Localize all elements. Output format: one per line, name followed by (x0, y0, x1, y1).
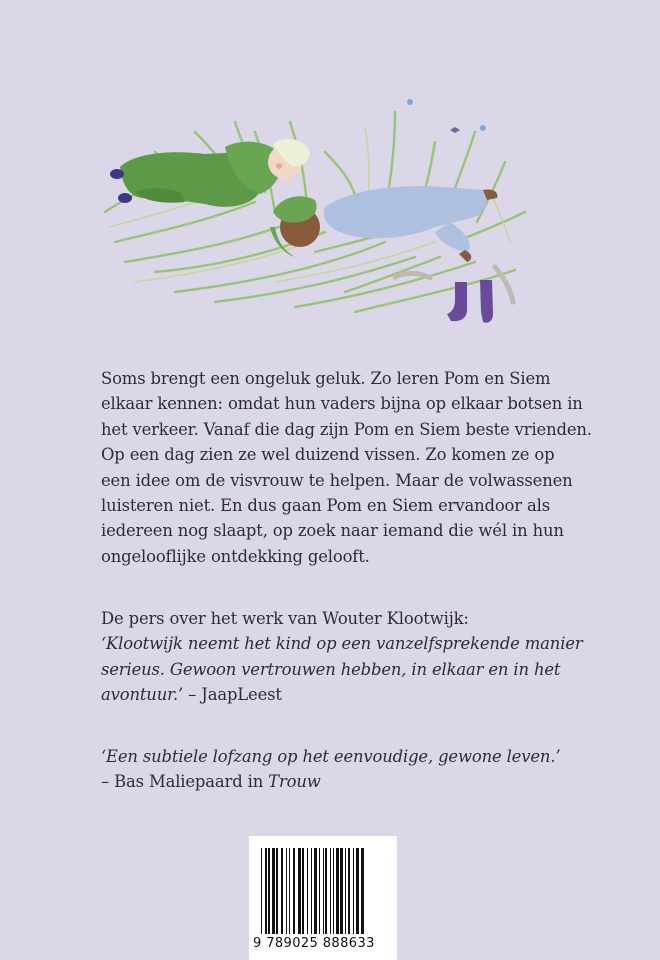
blurb-line: iedereen nog slaapt, op zoek naar iemand die wél in hun (101, 521, 564, 541)
blurb-line: het verkeer. Vanaf die dag zijn Pom en Siem beste vrienden. (101, 419, 592, 439)
barcode-bar (333, 848, 334, 934)
barcode-bar (281, 848, 283, 934)
second-quote-source (101, 769, 561, 794)
press-quote-end: avontuur.’ (101, 685, 184, 705)
press-section (101, 606, 583, 708)
blurb-line: luisteren niet. En dus gaan Pom en Siem ervandoor als (101, 496, 550, 516)
press-quote-last-line (101, 682, 561, 707)
second-quote (101, 744, 561, 795)
barcode-bar (298, 848, 301, 934)
barcode-bar (353, 848, 354, 934)
barcode-bar (356, 848, 359, 934)
barcode-bars (259, 848, 387, 934)
barcode-bar (276, 848, 278, 934)
barcode-bar (272, 848, 275, 934)
second-quote-author: – Bas Maliepaard in (101, 772, 269, 792)
back-cover-blurb (101, 366, 592, 569)
isbn-barcode (249, 836, 397, 960)
barcode-bar (293, 848, 295, 934)
blurb-line: een idee om de visvrouw te helpen. Maar de volwassenen (101, 470, 573, 490)
socks (395, 267, 513, 302)
barcode-digits: 9 789025 888633 (253, 936, 375, 951)
barcode-bar (340, 848, 343, 934)
barcode-bar (307, 848, 308, 934)
second-quote-text: ‘Een subtiele lofzang op het eenvoudige, gewone leven.’ (101, 747, 561, 766)
cover-illustration (95, 92, 535, 332)
barcode-bar (323, 848, 324, 934)
barcode-bar (289, 848, 290, 934)
barcode-bar (265, 848, 267, 934)
blurb-line: Op een dag zien ze wel duizend vissen. Zo komen ze op (101, 445, 555, 465)
barcode-bar (319, 848, 320, 934)
blurb-line: Soms brengt een ongeluk geluk. Zo leren Pom en Siem (101, 369, 551, 388)
barcode-bar (311, 848, 312, 934)
barcode-bar (345, 848, 346, 934)
barcode-bar (268, 848, 270, 934)
barcode-bar (261, 848, 262, 934)
press-quote-line: serieus. Gewoon vertrouwen hebben, in elkaar en in het (101, 659, 561, 679)
barcode-bar (336, 848, 339, 934)
press-quote-source: – JaapLeest (183, 685, 282, 705)
barcode-bar (286, 848, 287, 934)
barcode-bar (325, 848, 327, 934)
barcode-bar (302, 848, 304, 934)
barcode-bar (348, 848, 350, 934)
press-intro: De pers over het werk van Wouter Klootwijk: (101, 609, 469, 628)
press-quote-line: ‘Klootwijk neemt het kind op een vanzelfsprekende manier (101, 634, 583, 654)
barcode-bar (361, 848, 364, 934)
second-quote-publication: Trouw (268, 772, 321, 792)
flowers (407, 99, 486, 133)
purple-boots (447, 280, 493, 323)
child-blue-overalls (270, 186, 497, 262)
blurb-line: ongelooflijke ontdekking gelooft. (101, 546, 370, 566)
barcode-bar (314, 848, 317, 934)
barcode-bar (330, 848, 331, 934)
blurb-line: elkaar kennen: omdat hun vaders bijna op elkaar botsen in (101, 394, 583, 414)
